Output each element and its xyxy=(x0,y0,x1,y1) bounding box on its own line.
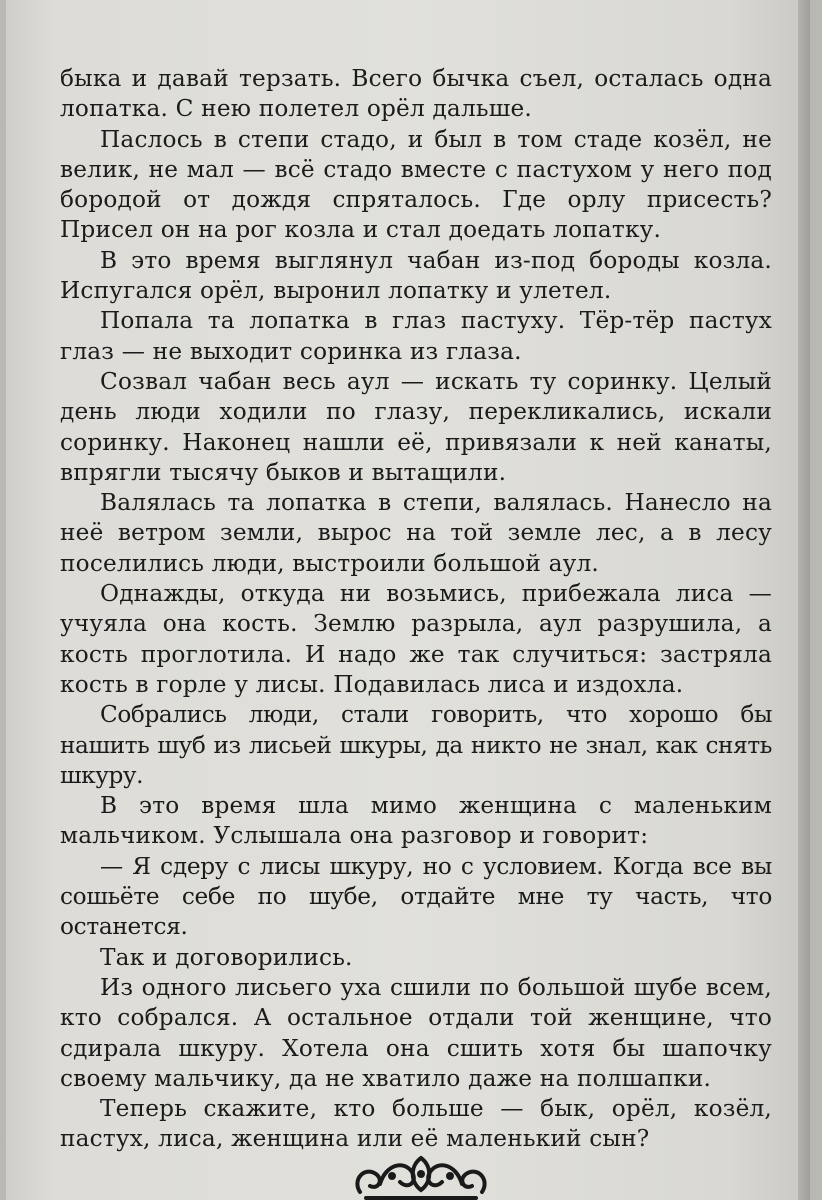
paragraph-9: В это время шла мимо женщина с маленьким мальчиком. Услышала она разговор и говорит: xyxy=(60,792,772,850)
story-text xyxy=(60,64,772,1155)
paragraph-12: Из одного лисьего уха сшили по большой шубе всем, кто собрался. А остальное отдали той женщине, что сдирала шкуру. Хотела она сшить хотя бы шапочку своему мальчику, да не хватило даже на полшапки. xyxy=(60,973,772,1092)
decorative-ornament-icon xyxy=(346,1140,496,1200)
book-page xyxy=(6,0,810,1200)
paragraph-3: В это время выглянул чабан из-под бороды козла. Испугался орёл, выронил лопатку и улетел. xyxy=(60,246,772,305)
paragraph-6: Валялась та лопатка в степи, валялась. Нанесло на неё ветром земли, вырос на той земле лес, а в лесу поселились люди, выстроили большой аул. xyxy=(60,489,772,577)
paragraph-4: Попала та лопатка в глаз пастуху. Тёр-тёр пастух глаз — не выходит соринка из глаза. xyxy=(60,307,772,365)
paragraph-7: Однажды, откуда ни возьмись, прибежала лиса — учуяла она кость. Землю разрыла, аул разрушила, а кость проглотила. И надо же так случиться: застряла кость в горле у лисы. Подавилась лиса и издохла. xyxy=(60,580,772,698)
paragraph-1: быка и давай терзать. Всего бычка съел, осталась одна лопатка. С нею полетел орёл дальше. xyxy=(60,65,772,123)
paragraph-2: Паслось в степи стадо, и был в том стаде козёл, не велик, не мал — всё стадо вместе с пастухом у него под бородой от дождя спряталось. Где орлу присесть? Присел он на рог козла и стал доедать лопатку. xyxy=(60,125,772,244)
paragraph-13: Теперь скажите, кто больше — бык, орёл, козёл, пастух, лиса, женщина или её маленький сын? xyxy=(60,1095,772,1153)
paragraph-5: Созвал чабан весь аул — искать ту соринку. Целый день люди ходили по глазу, перекликались, искали соринку. Наконец нашли её, привязали к ней канаты, впрягли тысячу быков и вытащили. xyxy=(60,367,772,486)
paragraph-8: Собрались люди, стали говорить, что хорошо бы нашить шуб из лисьей шкуры, да никто не знал, как снять шкуру. xyxy=(60,701,772,789)
paragraph-10: — Я сдеру с лисы шкуру, но с условием. Когда все вы сошьёте себе по шубе, отдайте мне ту часть, что останется. xyxy=(60,852,772,941)
page-edge xyxy=(798,0,810,1200)
paragraph-11: Так и договорились. xyxy=(100,943,353,971)
